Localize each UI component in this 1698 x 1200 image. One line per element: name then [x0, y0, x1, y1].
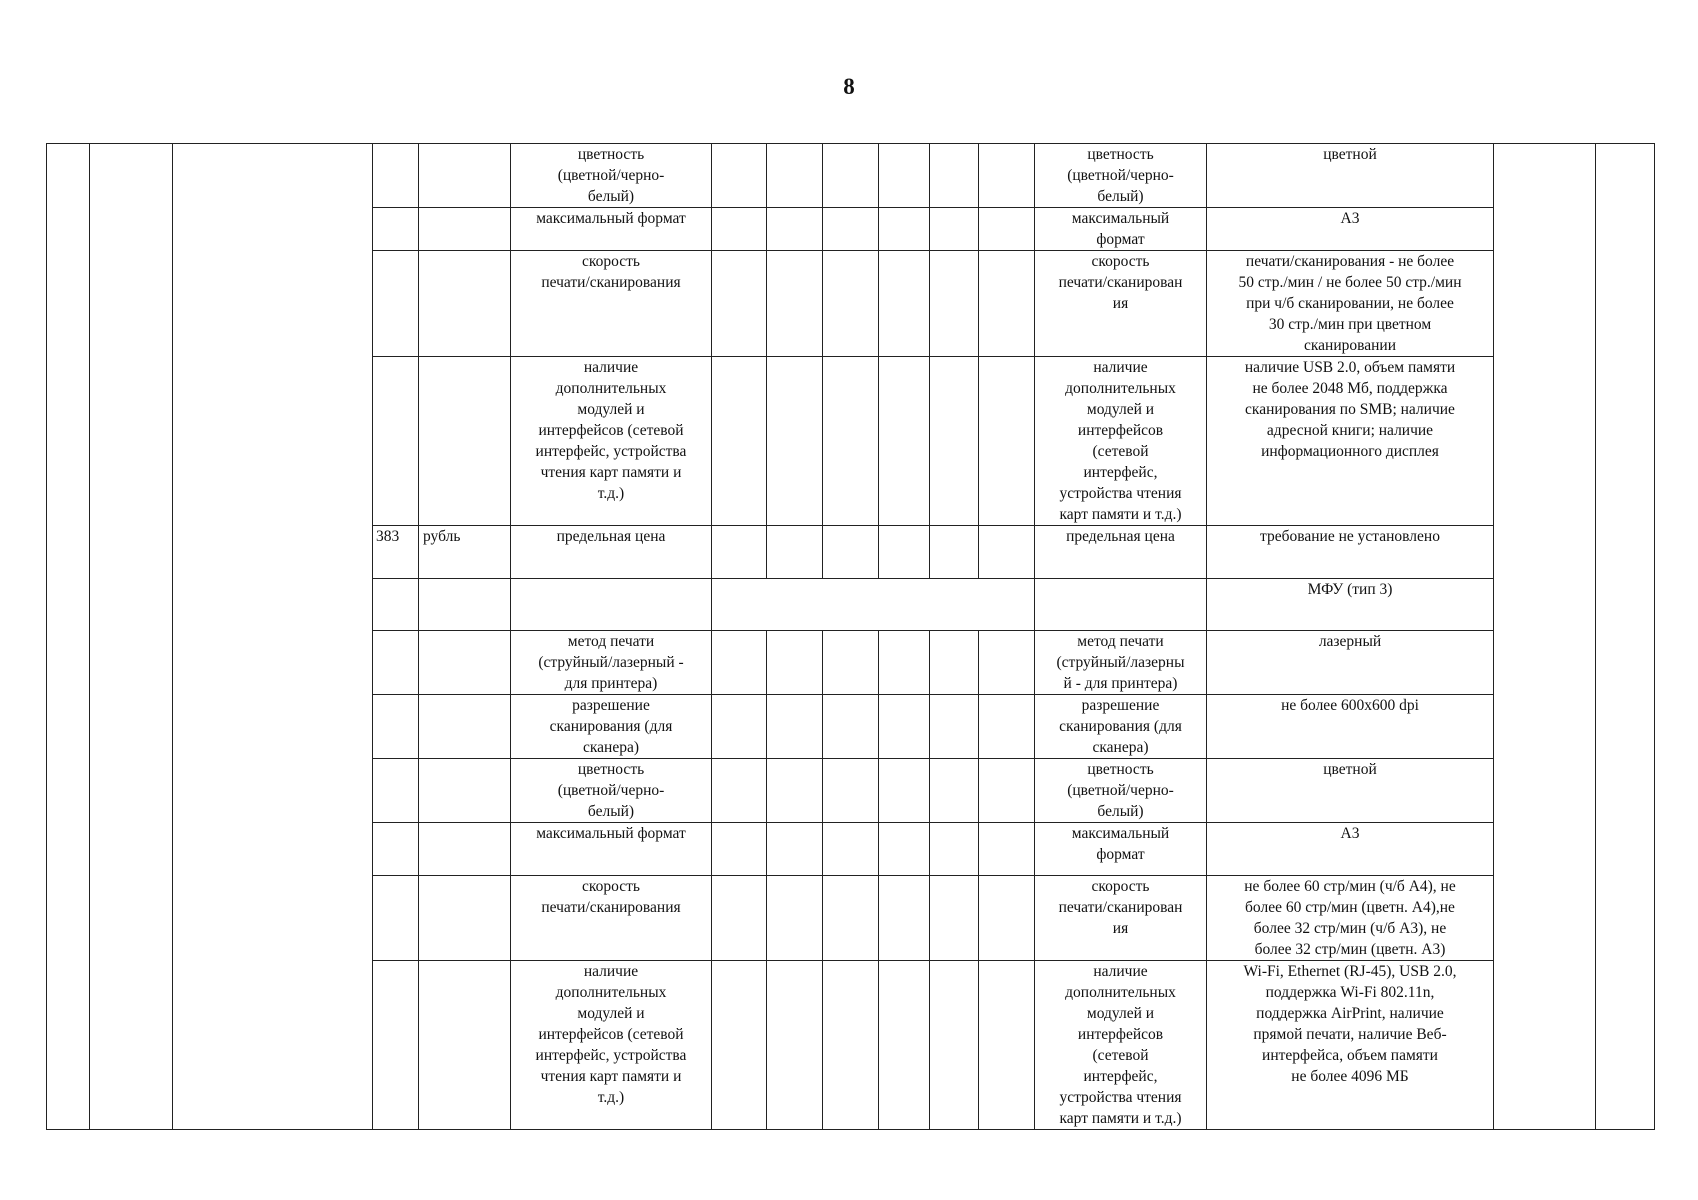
unit-cell	[419, 526, 511, 579]
unit-cell	[419, 961, 511, 1130]
value-cell	[879, 251, 930, 357]
characteristic-name-cell-text: наличие дополнительных модулей и интерфейсов (сетевой интерфейс, устройства чтения карт памяти и т.д.)	[535, 963, 687, 1106]
characteristic-name-cell-text: скорость печати/сканирования	[541, 253, 681, 291]
characteristic-name-cell	[511, 251, 712, 357]
code-cell	[373, 823, 419, 876]
characteristic-value-cell	[1207, 695, 1494, 759]
value-cell	[712, 631, 767, 695]
value-cell	[930, 251, 979, 357]
unit-cell	[419, 579, 511, 631]
characteristic-name-cell	[511, 823, 712, 876]
code-cell	[373, 526, 419, 579]
value-cell	[879, 823, 930, 876]
value-cell	[823, 876, 879, 961]
characteristic-name-cell	[511, 526, 712, 579]
characteristic-name-cell-text: наличие дополнительных модулей и интерфейсов (сетевой интерфейс, устройства чтения карт памяти и т.д.)	[535, 359, 687, 502]
characteristic-name-2-cell	[1035, 526, 1207, 579]
outer-col-3	[173, 144, 373, 1130]
characteristics-table	[46, 143, 1655, 1130]
value-cell	[712, 208, 767, 251]
characteristic-value-cell	[1207, 579, 1494, 631]
characteristic-name-2-cell-text: скорость печати/сканирован ия	[1058, 878, 1183, 937]
value-cell	[879, 144, 930, 208]
code-cell	[373, 579, 419, 631]
unit-cell-text: рубль	[423, 528, 461, 545]
value-cell	[879, 631, 930, 695]
value-cell	[767, 357, 823, 526]
code-cell	[373, 251, 419, 357]
value-cell	[879, 357, 930, 526]
characteristic-value-cell-text: А3	[1340, 210, 1360, 227]
characteristic-name-cell-text: скорость печати/сканирования	[541, 878, 681, 916]
characteristic-name-2-cell-text: наличие дополнительных модулей и интерфейсов (сетевой интерфейс, устройства чтения карт памяти и т.д.)	[1059, 359, 1182, 523]
value-cell	[879, 695, 930, 759]
characteristic-name-cell-text: максимальный формат	[536, 825, 686, 842]
value-cell	[767, 876, 823, 961]
value-cell	[979, 251, 1035, 357]
value-cell	[823, 357, 879, 526]
characteristic-name-2-cell-text: цветность (цветной/черно- белый)	[1067, 761, 1174, 820]
characteristic-name-2-cell-text: максимальный формат	[1071, 210, 1170, 248]
value-cell	[979, 208, 1035, 251]
value-cell	[930, 526, 979, 579]
characteristic-name-2-cell	[1035, 579, 1207, 631]
value-cell	[930, 759, 979, 823]
characteristic-value-cell	[1207, 144, 1494, 208]
value-cell	[712, 823, 767, 876]
page-number: 8	[843, 74, 855, 99]
value-cell	[979, 526, 1035, 579]
value-cell	[712, 876, 767, 961]
code-cell	[373, 695, 419, 759]
code-cell	[373, 961, 419, 1130]
characteristic-name-cell	[511, 759, 712, 823]
value-cell	[930, 823, 979, 876]
value-cell	[879, 759, 930, 823]
characteristic-value-cell-text: цветной	[1323, 761, 1377, 778]
value-cell	[979, 357, 1035, 526]
value-cell	[823, 695, 879, 759]
characteristic-name-cell	[511, 144, 712, 208]
unit-cell	[419, 823, 511, 876]
characteristic-name-2-cell	[1035, 876, 1207, 961]
characteristic-name-2-cell	[1035, 208, 1207, 251]
value-cell	[767, 208, 823, 251]
characteristic-name-cell	[511, 208, 712, 251]
value-cell	[767, 251, 823, 357]
characteristic-value-cell-text: лазерный	[1318, 633, 1382, 650]
value-cell	[712, 526, 767, 579]
value-cell	[979, 631, 1035, 695]
value-cell	[823, 251, 879, 357]
characteristic-value-cell-text: МФУ (тип 3)	[1307, 581, 1393, 598]
characteristic-name-2-cell	[1035, 631, 1207, 695]
outer-col-16	[1596, 144, 1655, 1130]
value-cell	[823, 759, 879, 823]
characteristic-value-cell	[1207, 357, 1494, 526]
characteristic-name-2-cell	[1035, 695, 1207, 759]
value-cell	[767, 961, 823, 1130]
value-cell	[930, 144, 979, 208]
outer-col-15	[1494, 144, 1596, 1130]
characteristic-name-2-cell	[1035, 759, 1207, 823]
characteristic-name-cell	[511, 579, 712, 631]
code-cell	[373, 357, 419, 526]
characteristic-value-cell-text: наличие USB 2.0, объем памяти не более 2048 Мб, поддержка сканирования по SMB; наличие адресной книги; наличие информационного дисплея	[1244, 359, 1456, 460]
characteristic-name-cell	[511, 631, 712, 695]
characteristic-name-2-cell-text: цветность (цветной/черно- белый)	[1067, 146, 1174, 205]
value-cell	[767, 695, 823, 759]
value-cell	[712, 251, 767, 357]
characteristic-name-cell	[511, 876, 712, 961]
table-body	[47, 144, 1655, 1130]
characteristic-name-2-cell-text: наличие дополнительных модулей и интерфейсов (сетевой интерфейс, устройства чтения карт памяти и т.д.)	[1059, 963, 1182, 1127]
value-cell	[879, 961, 930, 1130]
table-row	[47, 144, 1655, 208]
value-cell	[767, 759, 823, 823]
value-cell	[767, 144, 823, 208]
characteristic-name-cell-text: метод печати (струйный/лазерный - для принтера)	[538, 633, 684, 692]
value-cell	[823, 631, 879, 695]
characteristic-value-cell	[1207, 759, 1494, 823]
unit-cell	[419, 876, 511, 961]
characteristic-name-2-cell	[1035, 251, 1207, 357]
value-cell	[712, 961, 767, 1130]
code-cell	[373, 759, 419, 823]
characteristic-name-2-cell-text: разрешение сканирования (для сканера)	[1059, 697, 1182, 756]
characteristic-name-cell-text: разрешение сканирования (для сканера)	[549, 697, 673, 756]
characteristic-value-cell-text: не более 600х600 dpi	[1281, 697, 1419, 714]
unit-cell	[419, 357, 511, 526]
characteristic-name-2-cell	[1035, 961, 1207, 1130]
characteristic-name-2-cell-text: скорость печати/сканирован ия	[1058, 253, 1183, 312]
outer-col-2	[90, 144, 173, 1130]
value-cell	[712, 357, 767, 526]
code-cell	[373, 876, 419, 961]
value-cell	[823, 208, 879, 251]
characteristic-name-cell	[511, 961, 712, 1130]
characteristic-name-2-cell-text: максимальный формат	[1071, 825, 1170, 863]
value-cell	[823, 823, 879, 876]
characteristic-value-cell	[1207, 526, 1494, 579]
value-cell	[930, 695, 979, 759]
characteristic-name-cell	[511, 695, 712, 759]
characteristic-name-2-cell	[1035, 823, 1207, 876]
value-cell	[767, 823, 823, 876]
value-cell	[823, 961, 879, 1130]
value-cell	[767, 526, 823, 579]
value-cell	[930, 208, 979, 251]
unit-cell	[419, 208, 511, 251]
characteristic-value-cell-text: не более 60 стр/мин (ч/б А4), не более 60 стр/мин (цветн. А4),не более 32 стр/мин (ч/б А3), не более 32 стр/мин (цветн. А3)	[1244, 878, 1456, 958]
characteristic-value-cell-text: печати/сканирования - не более 50 стр./мин / не более 50 стр./мин при ч/б сканировании, не более 30 стр./мин при цветном сканировании	[1238, 253, 1462, 354]
characteristic-value-cell	[1207, 876, 1494, 961]
unit-cell	[419, 759, 511, 823]
code-cell	[373, 631, 419, 695]
outer-col-1	[47, 144, 90, 1130]
characteristic-name-cell	[511, 357, 712, 526]
code-cell-text: 383	[376, 528, 400, 545]
value-cell	[930, 876, 979, 961]
value-cell	[979, 759, 1035, 823]
value-cell	[979, 961, 1035, 1130]
characteristic-value-cell	[1207, 823, 1494, 876]
characteristic-name-cell-text: цветность (цветной/черно- белый)	[557, 761, 665, 820]
characteristic-value-cell-text: требование не установлено	[1260, 528, 1440, 545]
characteristic-name-cell-text: цветность (цветной/черно- белый)	[557, 146, 665, 205]
value-cell	[979, 144, 1035, 208]
characteristic-value-cell-text: А3	[1340, 825, 1360, 842]
value-cell	[879, 526, 930, 579]
value-cell	[979, 876, 1035, 961]
unit-cell	[419, 251, 511, 357]
characteristic-name-2-cell	[1035, 144, 1207, 208]
characteristic-name-cell-text: предельная цена	[556, 528, 666, 545]
unit-cell	[419, 144, 511, 208]
value-cell	[930, 961, 979, 1130]
unit-cell	[419, 631, 511, 695]
characteristic-value-cell	[1207, 251, 1494, 357]
characteristic-value-cell	[1207, 208, 1494, 251]
unit-cell	[419, 695, 511, 759]
value-cell	[879, 876, 930, 961]
value-cell	[712, 695, 767, 759]
value-cell	[823, 144, 879, 208]
code-cell	[373, 208, 419, 251]
characteristic-value-cell-text: Wi-Fi, Ethernet (RJ-45), USB 2.0, поддержка Wi-Fi 802.11n, поддержка AirPrint, наличие прямой печати, наличие Веб- интерфейса, объем памяти не более 4096 МБ	[1243, 963, 1457, 1085]
characteristic-name-cell-text: максимальный формат	[536, 210, 686, 227]
merged-values-cell	[712, 579, 1035, 631]
value-cell	[823, 526, 879, 579]
characteristic-value-cell-text: цветной	[1323, 146, 1377, 163]
code-cell	[373, 144, 419, 208]
characteristic-name-2-cell-text: метод печати (струйный/лазерны й - для принтера)	[1056, 633, 1185, 692]
value-cell	[712, 144, 767, 208]
characteristic-value-cell	[1207, 631, 1494, 695]
characteristic-name-2-cell	[1035, 357, 1207, 526]
value-cell	[767, 631, 823, 695]
value-cell	[930, 357, 979, 526]
value-cell	[879, 208, 930, 251]
value-cell	[979, 695, 1035, 759]
characteristic-value-cell	[1207, 961, 1494, 1130]
value-cell	[979, 823, 1035, 876]
value-cell	[930, 631, 979, 695]
characteristic-name-2-cell-text: предельная цена	[1066, 528, 1175, 545]
value-cell	[712, 759, 767, 823]
